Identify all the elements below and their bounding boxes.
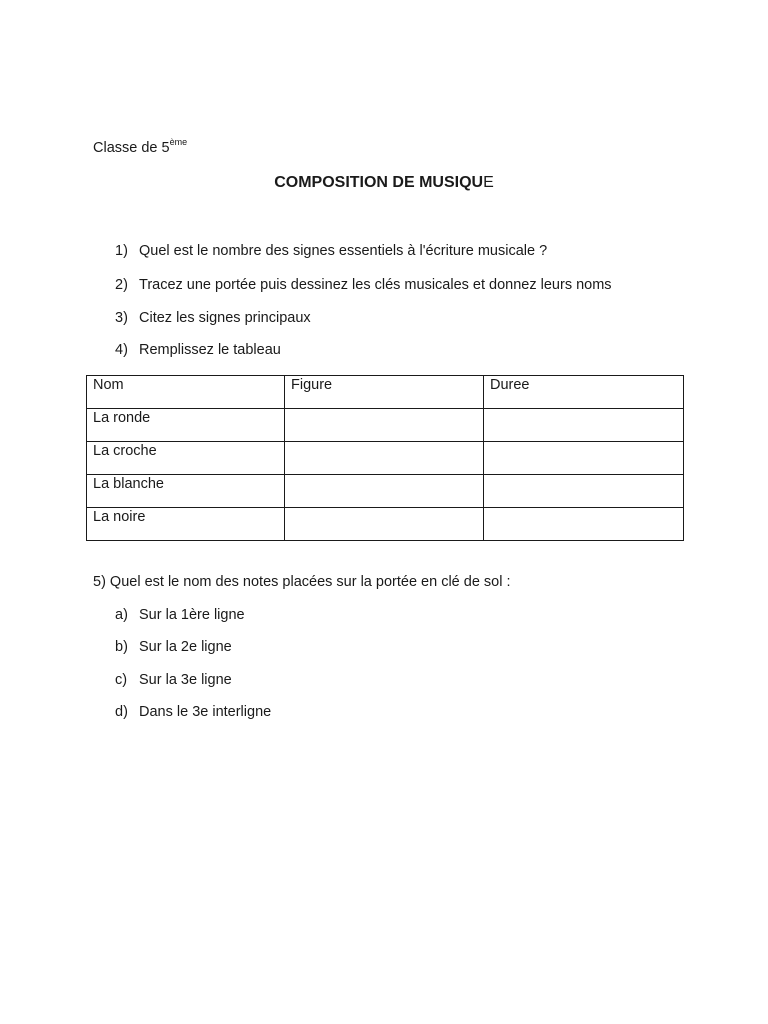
sub-question-letter: b) (115, 639, 128, 655)
sub-question-item (115, 703, 271, 721)
question-text: Quel est le nombre des signes essentiels à l'écriture musicale ? (139, 243, 548, 259)
sub-question-item (115, 671, 232, 689)
table-cell (484, 475, 684, 508)
table-cell (484, 442, 684, 475)
table-header-cell: Nom (87, 376, 285, 409)
table-row (87, 508, 684, 541)
question-number: 4) (115, 342, 128, 358)
question-number: 1) (115, 243, 128, 259)
title-last-letter: E (483, 174, 494, 191)
question-text: Remplissez le tableau (139, 342, 281, 358)
table-cell (484, 508, 684, 541)
class-superscript: ème (169, 137, 188, 147)
sub-question-letter: a) (115, 607, 128, 623)
question-text: Citez les signes principaux (139, 310, 311, 326)
class-label (93, 139, 187, 157)
table-cell (484, 409, 684, 442)
table-cell: La noire (87, 508, 285, 541)
sub-question-text: Dans le 3e interligne (139, 704, 272, 720)
table-cell (285, 475, 484, 508)
table-cell (285, 508, 484, 541)
question-number: 3) (115, 310, 128, 326)
question-item (115, 276, 612, 294)
table-header-row (87, 376, 684, 409)
sub-question-item (115, 638, 232, 656)
table-row (87, 442, 684, 475)
table-cell (285, 442, 484, 475)
sub-question-text: Sur la 1ère ligne (139, 607, 245, 623)
question-5: 5) Quel est le nom des notes placées sur la portée en clé de sol : (93, 574, 511, 590)
table-cell (285, 409, 484, 442)
table-cell: La croche (87, 442, 285, 475)
table-row (87, 475, 684, 508)
table-header-cell: Duree (484, 376, 684, 409)
table-cell: La blanche (87, 475, 285, 508)
sub-question-item (115, 606, 245, 624)
page-title (0, 173, 768, 193)
table-cell: La ronde (87, 409, 285, 442)
sub-question-letter: c) (115, 672, 128, 688)
table-row (87, 409, 684, 442)
question-item (115, 341, 281, 359)
title-main: COMPOSITION DE MUSIQU (274, 174, 484, 191)
sub-question-text: Sur la 2e ligne (139, 639, 232, 655)
table-header-cell: Figure (285, 376, 484, 409)
question-item (115, 309, 311, 327)
sub-question-letter: d) (115, 704, 128, 720)
sub-question-text: Sur la 3e ligne (139, 672, 232, 688)
question-number: 2) (115, 277, 128, 293)
question-text: Tracez une portée puis dessinez les clés musicales et donnez leurs noms (139, 277, 612, 293)
note-duration-table (86, 375, 684, 541)
question-item (115, 242, 547, 260)
class-prefix: Classe de 5 (93, 140, 170, 156)
